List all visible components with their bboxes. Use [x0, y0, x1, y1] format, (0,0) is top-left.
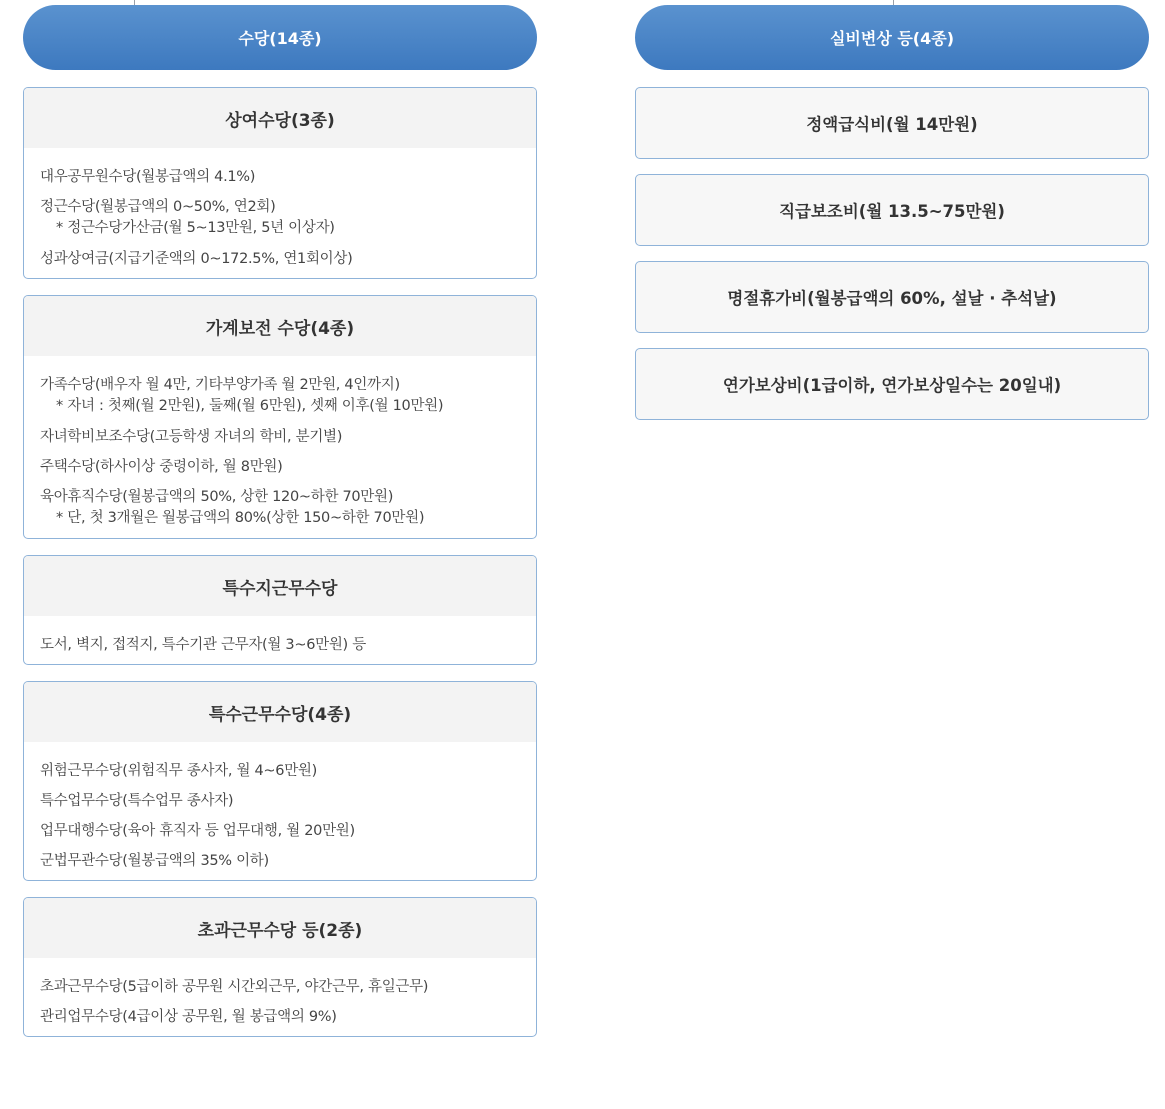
- category-note: * 정근수당가산금(월 5~13만원, 5년 이상자): [56, 220, 335, 236]
- category-body: [24, 616, 536, 664]
- allowances-column: [23, 5, 537, 1053]
- allowance-category-box: [23, 681, 537, 881]
- category-body: [24, 742, 536, 880]
- category-body: [24, 356, 536, 538]
- category-item: 위험근무수당(위험직무 종사자, 월 4~6만원): [40, 763, 317, 779]
- expense-box-list: [635, 87, 1149, 420]
- category-item: 초과근무수당(5급이하 공무원 시간외근무, 야간근무, 휴일근무): [40, 979, 429, 995]
- expense-item-box: [635, 174, 1149, 246]
- category-item: 육아휴직수당(월봉급액의 50%, 상한 120~하한 70만원): [40, 489, 394, 505]
- category-title: 특수지근무수당: [24, 556, 536, 616]
- category-title: 가계보전 수당(4종): [24, 296, 536, 356]
- allowance-category-box: [23, 897, 537, 1037]
- expense-item-label: 직급보조비(월 13.5~75만원): [779, 202, 1005, 221]
- category-item: 관리업무수당(4급이상 공무원, 월 봉급액의 9%): [40, 1009, 337, 1025]
- category-item: 도서, 벽지, 접적지, 특수기관 근무자(월 3~6만원) 등: [40, 637, 366, 653]
- expense-column: [635, 5, 1149, 435]
- expense-item-box: [635, 261, 1149, 333]
- allowances-header: 수당(14종): [23, 5, 537, 70]
- category-item: 자녀학비보조수당(고등학생 자녀의 학비, 분기별): [40, 429, 343, 445]
- expense-header: 실비변상 등(4종): [635, 5, 1149, 70]
- allowance-category-box: [23, 555, 537, 665]
- category-note: * 자녀 : 첫째(월 2만원), 둘째(월 6만원), 셋째 이후(월 10만원): [56, 398, 444, 414]
- allowance-category-box: [23, 87, 537, 279]
- category-body: [24, 958, 536, 1036]
- category-body: [24, 148, 536, 278]
- allowance-category-box: [23, 295, 537, 539]
- category-item: 주택수당(하사이상 중령이하, 월 8만원): [40, 459, 283, 475]
- category-item: 가족수당(배우자 월 4만, 기타부양가족 월 2만원, 4인까지): [40, 377, 400, 393]
- category-item: 정근수당(월봉급액의 0~50%, 연2회): [40, 199, 276, 215]
- category-item: 성과상여금(지급기준액의 0~172.5%, 연1회이상): [40, 251, 353, 267]
- category-title: 상여수당(3종): [24, 88, 536, 148]
- category-item: 특수업무수당(특수업무 종사자): [40, 793, 234, 809]
- category-item: 업무대행수당(육아 휴직자 등 업무대행, 월 20만원): [40, 823, 355, 839]
- expense-item-box: [635, 348, 1149, 420]
- category-item: 대우공무원수당(월봉급액의 4.1%): [40, 169, 256, 185]
- category-title: 초과근무수당 등(2종): [24, 898, 536, 958]
- expense-item-label: 정액급식비(월 14만원): [806, 115, 978, 134]
- allowance-box-list: [23, 87, 537, 1037]
- expense-item-label: 명절휴가비(월봉급액의 60%, 설날 · 추석날): [727, 289, 1057, 308]
- category-note: * 단, 첫 3개월은 월봉급액의 80%(상한 150~하한 70만원): [56, 510, 425, 526]
- category-item: 군법무관수당(월봉급액의 35% 이하): [40, 853, 269, 869]
- expense-item-label: 연가보상비(1급이하, 연가보상일수는 20일내): [722, 376, 1062, 395]
- category-title: 특수근무수당(4종): [24, 682, 536, 742]
- expense-item-box: [635, 87, 1149, 159]
